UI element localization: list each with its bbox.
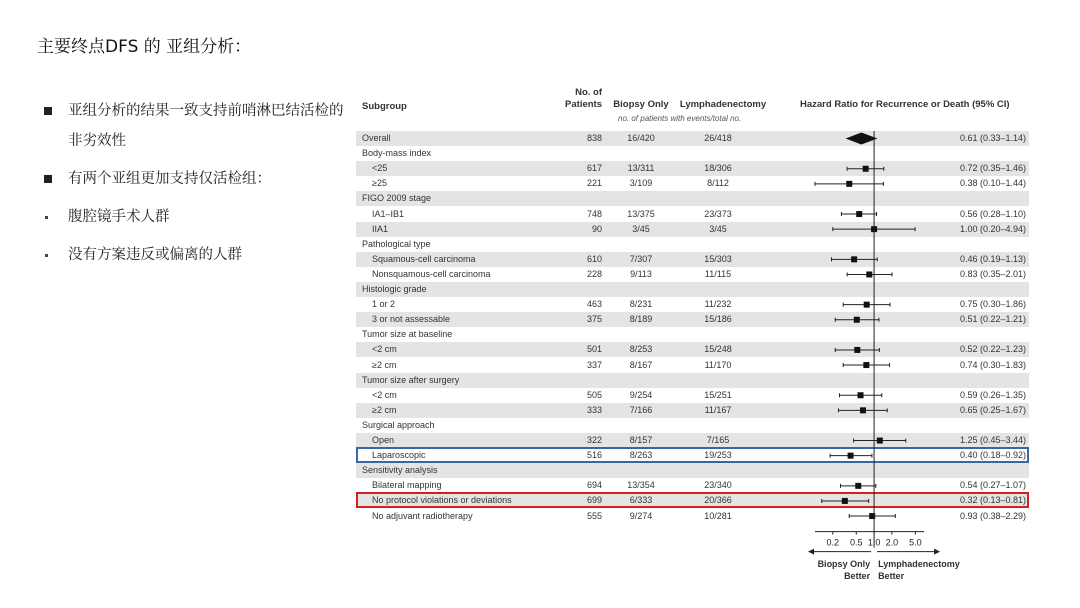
point-estimate (866, 271, 872, 277)
row-biopsy-events: 16/420 (627, 133, 655, 143)
row-hazard-ratio: 0.74 (0.30–1.83) (959, 359, 1026, 370)
row-lymph-events: 8/112 (707, 178, 729, 189)
right-label-line: Lymphadenectomy (878, 558, 960, 569)
forest-plot-svg (356, 84, 1056, 594)
hazard-ratio-header: Hazard Ratio for Recurrence or Death (95% CI) (800, 99, 1010, 110)
row-lymph-events: 15/303 (704, 253, 732, 264)
row-hazard-ratio: 0.93 (0.38–2.29) (959, 510, 1026, 521)
row-biopsy-events: 13/311 (627, 163, 655, 174)
row-hazard-ratio: 0.56 (0.28–1.10) (959, 208, 1026, 219)
bullet-text: 没有方案违反或偏离的人群 (68, 247, 242, 263)
patients-header-line2: Patients (565, 99, 602, 110)
row-hazard-ratio: 0.83 (0.35–2.01) (959, 268, 1026, 279)
row-patients: 90 (591, 223, 602, 234)
point-estimate (863, 166, 869, 172)
row-biopsy-events: 8/263 (629, 450, 653, 461)
point-estimate (846, 181, 852, 187)
row-hazard-ratio: 0.51 (0.22–1.21) (959, 314, 1026, 325)
row-hazard-ratio: 0.59 (0.26–1.35) (959, 389, 1026, 400)
bullet-list (44, 96, 344, 270)
row-lymph-events: 3/45 (709, 223, 727, 234)
row-patients: 838 (586, 133, 602, 143)
bullet-text: 腹腔镜手术人群 (68, 209, 170, 225)
bullet-item (44, 202, 344, 232)
patients-header-line1: No. of (575, 87, 602, 98)
lymph-header: Lymphadenectomy (679, 99, 767, 110)
row-lymph-events: 15/248 (704, 344, 732, 355)
row-biopsy-events: 6/333 (629, 495, 653, 506)
row-biopsy-events: 8/157 (629, 435, 653, 445)
right-arrow-icon (934, 549, 940, 555)
row-patients: 610 (586, 253, 602, 264)
right-direction-label (878, 558, 960, 582)
row-hazard-ratio: 0.52 (0.22–1.23) (959, 344, 1026, 355)
row-label: Tumor size at baseline (362, 329, 453, 340)
row-patients: 516 (586, 450, 602, 461)
point-estimate (863, 362, 869, 368)
row-hazard-ratio: 0.32 (0.13–0.81) (959, 495, 1026, 506)
row-label: <25 (372, 163, 388, 174)
row-hazard-ratio: 0.72 (0.35–1.46) (959, 163, 1026, 174)
point-estimate (856, 211, 862, 217)
bullet-item (44, 240, 344, 270)
row-label: Sensitivity analysis (362, 465, 438, 476)
row-patients: 555 (586, 510, 602, 521)
row-patients: 699 (586, 495, 602, 506)
events-note: no. of patients with events/total no. (618, 114, 742, 123)
row-hazard-ratio: 1.00 (0.20–4.94) (959, 223, 1026, 234)
row-label: <2 cm (372, 344, 397, 355)
point-estimate (842, 498, 848, 504)
row-hazard-ratio: 0.75 (0.30–1.86) (959, 299, 1026, 310)
row-label: FIGO 2009 stage (362, 193, 432, 204)
row-hazard-ratio: 0.38 (0.10–1.44) (959, 178, 1026, 189)
row-hazard-ratio: 0.40 (0.18–0.92) (959, 450, 1026, 461)
row-lymph-events: 11/232 (704, 299, 732, 310)
row-patients: 337 (586, 359, 602, 370)
row-biopsy-events: 7/307 (629, 253, 653, 264)
row-lymph-events: 15/186 (704, 314, 732, 325)
row-lymph-events: 11/115 (704, 268, 732, 279)
row-label: No protocol violations or deviations (372, 495, 512, 506)
row-biopsy-events: 3/45 (632, 223, 650, 234)
point-estimate (854, 347, 860, 353)
row-label: ≥2 cm (372, 359, 397, 370)
point-estimate (864, 302, 870, 308)
row-biopsy-events: 8/167 (629, 359, 653, 370)
row-label: <2 cm (372, 389, 397, 400)
row-label: Tumor size after surgery (362, 374, 460, 385)
biopsy-header: Biopsy Only (613, 99, 669, 110)
row-biopsy-events: 9/113 (630, 268, 652, 279)
row-patients: 617 (586, 163, 602, 174)
row-lymph-events: 7/165 (706, 435, 730, 445)
row-patients: 333 (586, 404, 602, 415)
square-bullet-icon (44, 107, 52, 115)
row-label: 1 or 2 (372, 299, 396, 310)
point-estimate (858, 392, 864, 398)
row-biopsy-events: 8/231 (629, 299, 653, 310)
row-patients: 501 (586, 344, 602, 355)
row-lymph-events: 20/366 (704, 495, 732, 506)
row-label: Histologic grade (362, 284, 427, 294)
row-label: Squamous-cell carcinoma (372, 253, 476, 264)
left-arrow-icon (808, 549, 814, 555)
row-lymph-events: 26/418 (704, 133, 732, 143)
row-label: 3 or not assessable (372, 314, 451, 325)
x-tick-label: 5.0 (909, 537, 922, 548)
row-label: Surgical approach (362, 419, 435, 430)
row-patients: 748 (586, 208, 602, 219)
x-tick-label: 1.0 (867, 537, 881, 548)
row-lymph-events: 18/306 (704, 163, 732, 174)
right-label-line: Better (878, 570, 905, 581)
row-biopsy-events: 8/253 (629, 344, 653, 355)
row-lymph-events: 23/373 (704, 208, 732, 219)
row-hazard-ratio: 0.46 (0.19–1.13) (959, 253, 1026, 264)
row-biopsy-events: 13/375 (627, 208, 655, 219)
row-biopsy-events: 3/109 (629, 178, 653, 189)
bullet-item (44, 164, 344, 194)
overall-diamond (846, 133, 878, 145)
row-label: Open (372, 435, 395, 445)
x-tick-label: 0.2 (826, 537, 840, 548)
bullet-item (44, 96, 344, 156)
row-label: ≥25 (372, 178, 387, 189)
row-label: Pathological type (362, 238, 431, 249)
point-estimate (860, 407, 866, 413)
row-label: Body-mass index (362, 148, 432, 159)
point-estimate (854, 317, 860, 323)
row-biopsy-events: 7/166 (629, 404, 653, 415)
row-biopsy-events: 9/254 (629, 389, 653, 400)
row-hazard-ratio: 0.54 (0.27–1.07) (959, 480, 1026, 491)
row-patients: 221 (586, 178, 602, 189)
point-estimate (877, 438, 883, 444)
row-lymph-events: 19/253 (704, 450, 732, 461)
row-label: IIA1 (372, 223, 389, 234)
slide-title: 主要终点DFS 的 亚组分析： (37, 37, 252, 57)
row-label: Nonsquamous-cell carcinoma (372, 268, 491, 279)
row-patients: 375 (586, 314, 602, 325)
row-label: Overall (362, 133, 391, 143)
row-patients: 322 (586, 435, 602, 445)
point-estimate (855, 483, 861, 489)
row-lymph-events: 23/340 (704, 480, 732, 491)
row-label: ≥2 cm (372, 404, 397, 415)
row-lymph-events: 10/281 (704, 510, 732, 521)
bullet-text: 亚组分析的结果一致支持前哨淋巴结活检的非劣效性 (68, 103, 344, 149)
bullet-text: 有两个亚组更加支持仅活检组： (68, 171, 271, 187)
row-hazard-ratio: 0.65 (0.25–1.67) (959, 404, 1026, 415)
row-biopsy-events: 9/274 (629, 510, 653, 521)
row-hazard-ratio: 1.25 (0.45–3.44) (959, 435, 1026, 445)
x-tick-label: 2.0 (885, 537, 899, 548)
row-lymph-events: 11/170 (704, 359, 732, 370)
forest-plot (356, 84, 1056, 594)
row-label: IA1–IB1 (372, 208, 405, 219)
row-patients: 228 (586, 268, 602, 279)
row-patients: 505 (586, 389, 602, 400)
point-estimate (848, 453, 854, 459)
row-biopsy-events: 8/189 (629, 314, 653, 325)
left-direction-label (812, 558, 870, 582)
row-biopsy-events: 13/354 (627, 480, 655, 491)
row-lymph-events: 15/251 (704, 389, 732, 400)
row-lymph-events: 11/167 (704, 404, 732, 415)
left-label-line: Biopsy Only (817, 558, 871, 569)
row-label: Bilateral mapping (372, 480, 442, 491)
row-label: Laparoscopic (372, 450, 426, 461)
square-bullet-icon (44, 175, 52, 183)
dot-bullet-icon (45, 254, 48, 257)
point-estimate (851, 256, 857, 262)
x-tick-label: 0.5 (850, 537, 863, 548)
left-label-line: Better (844, 570, 871, 581)
row-patients: 694 (586, 480, 602, 491)
row-label: No adjuvant radiotherapy (372, 510, 473, 521)
row-hazard-ratio: 0.61 (0.33–1.14) (959, 133, 1026, 143)
subgroup-header: Subgroup (362, 101, 407, 112)
dot-bullet-icon (45, 216, 48, 219)
row-patients: 463 (586, 299, 602, 310)
